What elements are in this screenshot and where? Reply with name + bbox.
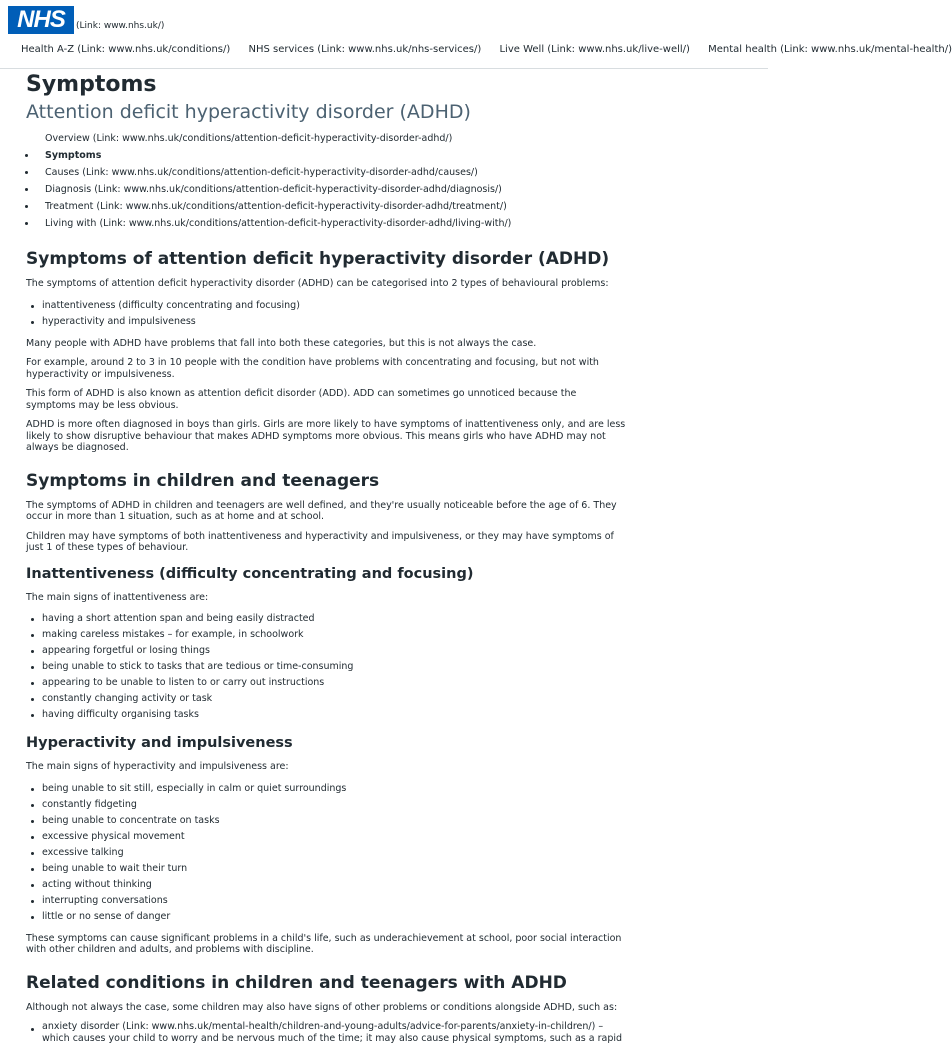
inattentiveness-heading: Inattentiveness (difficulty concentrating and focusing) [26, 565, 474, 582]
page-title: Symptoms [26, 72, 157, 97]
related-conditions-list [26, 1021, 626, 1044]
list-item: being unable to stick to tasks that are tedious or time-consuming [26, 659, 626, 675]
paragraph: The symptoms of ADHD in children and teenagers are well defined, and they're usually noticeable before the age of 6. They occur in more than 1 situation, such as at home and at school. [26, 499, 617, 522]
list-item: having difficulty organising tasks [26, 707, 626, 723]
symptoms-type-list [26, 298, 626, 330]
list-item: being unable to concentrate on tasks [26, 813, 626, 829]
hyperactivity-list [26, 781, 626, 925]
contents-item-overview[interactable]: Overview (Link: www.nhs.uk/conditions/attention-deficit-hyperactivity-disorder-adhd/) [45, 133, 453, 144]
list-item: appearing forgetful or losing things [26, 643, 626, 659]
list-item-anxiety-disorder-link[interactable]: anxiety disorder (Link: www.nhs.uk/mental-health/children-and-young-adults/advice-for-parents/anxiety-in-children/) – which causes your child to worry and be nervous much of the time; it may also cause physical symptoms, such as a rapid [26, 1021, 626, 1044]
contents-item-treatment[interactable]: Treatment (Link: www.nhs.uk/conditions/attention-deficit-hyperactivity-disorder-adhd/treatment/) [26, 198, 626, 215]
list-item: appearing to be unable to listen to or carry out instructions [26, 675, 626, 691]
list-item: excessive physical movement [26, 829, 626, 845]
symptoms-intro: The symptoms of attention deficit hyperactivity disorder (ADHD) can be categorised into 2 types of behavioural problems: [26, 278, 609, 289]
contents-list [26, 130, 626, 232]
paragraph: Children may have symptoms of both inattentiveness and hyperactivity and impulsiveness, or they may have symptoms of just 1 of these types of behaviour. [26, 530, 614, 553]
page-subtitle: Attention deficit hyperactivity disorder (ADHD) [26, 101, 471, 123]
contents-item-causes[interactable]: Causes (Link: www.nhs.uk/conditions/attention-deficit-hyperactivity-disorder-adhd/causes/) [26, 164, 626, 181]
paragraph: Although not always the case, some children may also have signs of other problems or conditions alongside ADHD, such as: [26, 1001, 618, 1013]
paragraph: The main signs of inattentiveness are: [26, 591, 209, 603]
nav-item-nhs-services[interactable]: NHS services (Link: www.nhs.uk/nhs-services/) [248, 44, 482, 55]
nav-item-health-a-z[interactable]: Health A-Z (Link: www.nhs.uk/conditions/) [21, 44, 231, 55]
list-item: being unable to sit still, especially in calm or quiet surroundings [26, 781, 626, 797]
inattentiveness-list [26, 611, 626, 723]
paragraph: ADHD is more often diagnosed in boys than girls. Girls are more likely to have symptoms of inattentiveness only, and are less likely to show disruptive behaviour that makes ADHD symptoms more obvious. This means girls who have ADHD may not always be diagnosed. [26, 419, 626, 453]
related-conditions-heading: Related conditions in children and teenagers with ADHD [26, 972, 567, 993]
paragraph: These symptoms can cause significant problems in a child's life, such as underachievement at school, poor social interaction with other children and adults, and problems with discipline. [26, 932, 622, 955]
contents-item-symptoms: Symptoms [26, 147, 626, 164]
contents-item-diagnosis[interactable]: Diagnosis (Link: www.nhs.uk/conditions/attention-deficit-hyperactivity-disorder-adhd/diagnosis/) [26, 181, 626, 198]
list-item: interrupting conversations [26, 893, 626, 909]
paragraph: For example, around 2 to 3 in 10 people with the condition have problems with concentrating and focusing, but not with hyperactivity or impulsiveness. [26, 357, 599, 380]
children-heading: Symptoms in children and teenagers [26, 470, 380, 491]
paragraph: This form of ADHD is also known as attention deficit disorder (ADD). ADD can sometimes go unnoticed because the symptoms may be less obvious. [26, 388, 577, 411]
hyperactivity-heading: Hyperactivity and impulsiveness [26, 735, 293, 751]
list-item: constantly fidgeting [26, 797, 626, 813]
list-item: inattentiveness (difficulty concentrating and focusing) [26, 298, 626, 314]
paragraph: Many people with ADHD have problems that fall into both these categories, but this is not always the case. [26, 337, 537, 349]
nhs-logo[interactable]: NHS [8, 6, 74, 34]
list-item: having a short attention span and being easily distracted [26, 611, 626, 627]
list-item: constantly changing activity or task [26, 691, 626, 707]
site-header [8, 4, 164, 34]
main-content [26, 70, 626, 1052]
paragraph: The main signs of hyperactivity and impulsiveness are: [26, 761, 289, 772]
nav-item-mental-health[interactable]: Mental health (Link: www.nhs.uk/mental-health/) [708, 44, 952, 55]
list-item: acting without thinking [26, 877, 626, 893]
nav-item-live-well[interactable]: Live Well (Link: www.nhs.uk/live-well/) [499, 44, 690, 55]
list-item: being unable to wait their turn [26, 861, 626, 877]
logo-link-text[interactable]: (Link: www.nhs.uk/) [76, 21, 165, 31]
list-item: hyperactivity and impulsiveness [26, 314, 626, 330]
list-item: excessive talking [26, 845, 626, 861]
symptoms-heading: Symptoms of attention deficit hyperactivity disorder (ADHD) [26, 249, 610, 269]
main-navigation [0, 44, 952, 69]
list-item: little or no sense of danger [26, 909, 626, 925]
contents-item-living-with[interactable]: Living with (Link: www.nhs.uk/conditions/attention-deficit-hyperactivity-disorder-adhd/living-with/) [26, 215, 626, 232]
list-item: making careless mistakes – for example, in schoolwork [26, 627, 626, 643]
